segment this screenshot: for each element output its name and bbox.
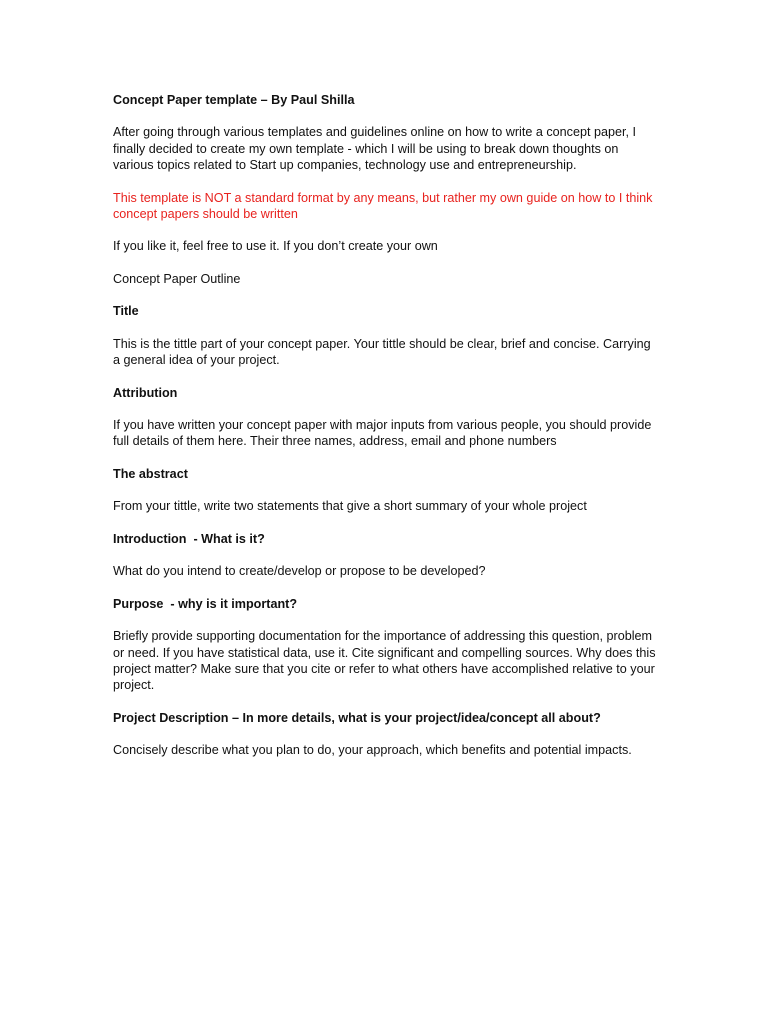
- section-body-abstract: From your tittle, write two statements that give a short summary of your whole project: [113, 499, 587, 514]
- section-heading-abstract: The abstract: [113, 466, 188, 481]
- section-body-purpose: Briefly provide supporting documentation for the importance of addressing this question, problem or need. If you have statistical data, use it. Cite significant and compelling sources. Why does this project matter? Make sure that you cite or refer to what others have accomplished relative to your project.: [113, 629, 656, 693]
- section-heading-purpose: Purpose - why is it important?: [113, 596, 298, 611]
- document-title: Concept Paper template – By Paul Shilla: [113, 93, 355, 107]
- section-body-project-description: Concisely describe what you plan to do, your approach, which benefits and potential impacts.: [113, 743, 632, 758]
- disclaimer-paragraph: This template is NOT a standard format by any means, but rather my own guide on how to I think concept papers should be written: [113, 190, 653, 221]
- section-body-introduction: What do you intend to create/develop or propose to be developed?: [113, 564, 486, 579]
- section-body-attribution: If you have written your concept paper with major inputs from various people, you should provide full details of them here. Their three names, address, email and phone numbers: [113, 418, 652, 449]
- outline-label: Concept Paper Outline: [113, 271, 241, 286]
- intro-paragraph: After going through various templates and guidelines online on how to write a concept paper, I finally decided to create my own template - which I will be using to break down thoughts on various topics related to Start up companies, technology use and entrepreneurship.: [113, 125, 636, 173]
- document-body: [113, 92, 658, 775]
- section-heading-project-description: Project Description – In more details, what is your project/idea/concept all about?: [113, 710, 601, 725]
- section-heading-title: Title: [113, 304, 139, 319]
- section-body-title: This is the tittle part of your concept paper. Your tittle should be clear, brief and concise. Carrying a general idea of your project.: [113, 336, 651, 368]
- usage-note: If you like it, feel free to use it. If you don’t create your own: [113, 239, 438, 254]
- section-heading-introduction: Introduction - What is it?: [113, 531, 265, 546]
- section-heading-attribution: Attribution: [113, 385, 178, 400]
